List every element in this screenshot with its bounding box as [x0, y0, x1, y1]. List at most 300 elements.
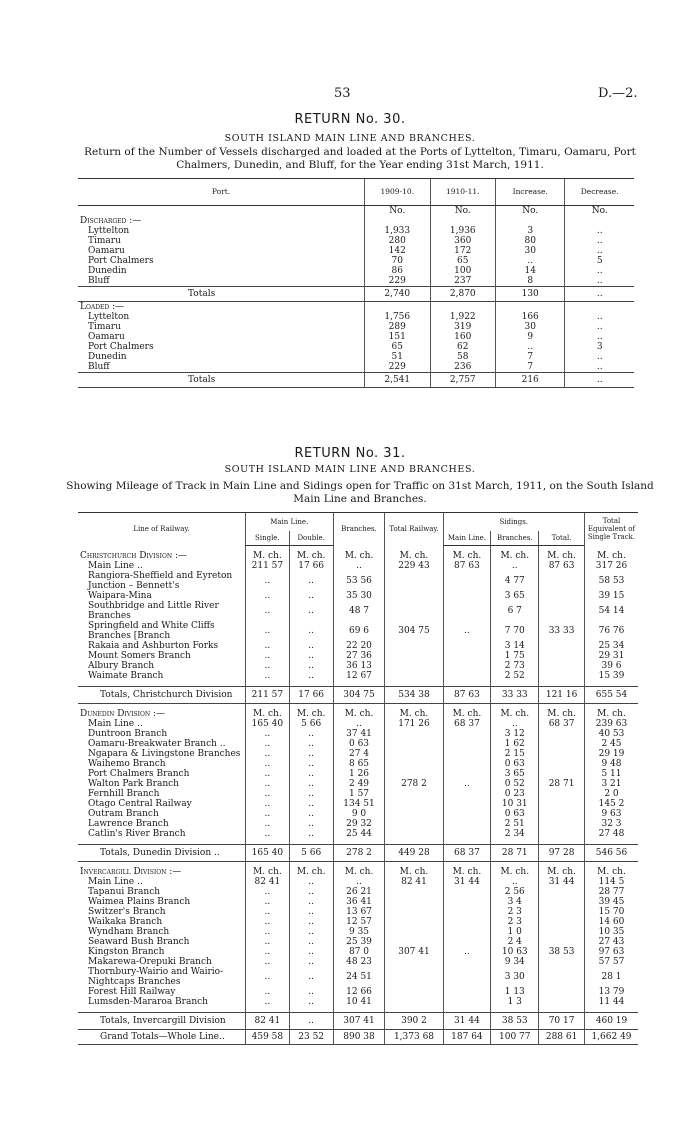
value-equiv: 14 60: [585, 917, 639, 927]
value-total: 304 75: [385, 621, 443, 641]
total-equiv: 460 19: [585, 1013, 639, 1030]
value-s-tot: [539, 739, 585, 749]
value-s-tot: [539, 651, 585, 661]
port-name: Timaru: [88, 236, 121, 246]
table-row: [78, 937, 638, 947]
value-equiv: 239 63: [585, 719, 639, 729]
value-double: ..: [289, 591, 333, 601]
value-equiv: 2 0: [585, 789, 639, 799]
header-double: Double.: [289, 531, 333, 546]
value-branches: 24 51: [333, 967, 385, 987]
line-name: Catlin's River Branch: [88, 829, 186, 839]
value-s-main: [443, 601, 491, 621]
total-s-main: 68 37: [443, 845, 491, 862]
line-name: Waipara-Mina: [88, 591, 152, 601]
value-decrease: ..: [565, 266, 634, 276]
value-s-tot: [539, 897, 585, 907]
value-s-tot: [539, 957, 585, 967]
total-increase: 216: [496, 373, 565, 388]
table-row: [78, 779, 638, 789]
value-total: [385, 749, 443, 759]
line-name: Kingston Branch: [88, 947, 165, 957]
value-total: 278 2: [385, 779, 443, 789]
total-branches: 307 41: [333, 1013, 385, 1030]
value-s-tot: 38 53: [539, 947, 585, 957]
table-row: [78, 236, 634, 246]
document-reference: D.—2.: [598, 86, 638, 101]
value-branches: 13 67: [333, 907, 385, 917]
grand-totals-label: Grand Totals—Whole Line..: [78, 1030, 245, 1045]
units-row: [78, 206, 634, 217]
table-row: [78, 809, 638, 819]
value-single: ..: [245, 987, 289, 997]
return-30-title: RETURN No. 30.: [294, 112, 406, 127]
value-total: [385, 739, 443, 749]
value-1910: 360: [430, 236, 496, 246]
value-double: ..: [289, 749, 333, 759]
value-total: 82 41: [385, 877, 443, 887]
line-name: Waihemo Branch: [88, 759, 166, 769]
total-s-br: 38 53: [491, 1013, 539, 1030]
units-cell: M. ch.: [245, 551, 289, 561]
total-double: ..: [289, 1013, 333, 1030]
line-name: Mount Somers Branch: [88, 651, 191, 661]
total-s-br: 33 33: [491, 687, 539, 704]
value-s-main: ..: [443, 947, 491, 957]
units-cell: M. ch.: [289, 551, 333, 561]
value-total: [385, 571, 443, 591]
value-s-tot: [539, 759, 585, 769]
value-single: ..: [245, 779, 289, 789]
units-cell: M. ch.: [539, 551, 585, 561]
value-double: ..: [289, 987, 333, 997]
table-row: [78, 947, 638, 957]
table-row: [78, 917, 638, 927]
value-double: ..: [289, 927, 333, 937]
value-equiv: 27 48: [585, 829, 639, 839]
table-row: [78, 246, 634, 256]
port-name: Timaru: [88, 322, 121, 332]
value-1910: 319: [430, 322, 496, 332]
value-s-main: [443, 917, 491, 927]
value-s-br: 3 12: [491, 729, 539, 739]
value-branches: 9 35: [333, 927, 385, 937]
value-equiv: 5 11: [585, 769, 639, 779]
line-name: Port Chalmers Branch: [88, 769, 190, 779]
value-single: ..: [245, 799, 289, 809]
value-double: ..: [289, 601, 333, 621]
value-single: ..: [245, 967, 289, 987]
value-equiv: 9 63: [585, 809, 639, 819]
value-s-br: 2 73: [491, 661, 539, 671]
value-equiv: 58 53: [585, 571, 639, 591]
value-branches: 37 41: [333, 729, 385, 739]
value-total: [385, 897, 443, 907]
value-branches: 8 65: [333, 759, 385, 769]
value-total: [385, 917, 443, 927]
value-decrease: ..: [565, 362, 634, 373]
total-s-main: 31 44: [443, 1013, 491, 1030]
value-increase: 8: [496, 276, 565, 287]
header-total-equivalent: Total Equivalent of Single Track.: [585, 513, 639, 546]
value-total: [385, 729, 443, 739]
value-total: [385, 641, 443, 651]
table-row: [78, 729, 638, 739]
value-double: ..: [289, 887, 333, 897]
value-s-br: 2 3: [491, 917, 539, 927]
value-equiv: 15 39: [585, 671, 639, 681]
table-row: [78, 266, 634, 276]
value-s-tot: [539, 927, 585, 937]
value-1910: 236: [430, 362, 496, 373]
table-row: [78, 276, 634, 287]
grand-total-s-main: 187 64: [443, 1030, 491, 1045]
line-name: Ngapara & Livingstone Branches: [88, 749, 241, 759]
value-s-tot: [539, 997, 585, 1007]
value-decrease: ..: [565, 276, 634, 287]
units-blank: [78, 206, 364, 217]
value-s-main: [443, 571, 491, 591]
return-31-table: [78, 512, 638, 1045]
value-s-tot: [539, 917, 585, 927]
value-decrease: ..: [565, 226, 634, 236]
value-double: ..: [289, 819, 333, 829]
value-s-br: 2 15: [491, 749, 539, 759]
value-equiv: 15 70: [585, 907, 639, 917]
value-total: [385, 887, 443, 897]
value-branches: 12 66: [333, 987, 385, 997]
value-single: ..: [245, 927, 289, 937]
table-row: [78, 997, 638, 1007]
value-s-br: 4 77: [491, 571, 539, 591]
header-single: Single.: [245, 531, 289, 546]
value-s-br: ..: [491, 877, 539, 887]
value-s-tot: 33 33: [539, 621, 585, 641]
value-single: ..: [245, 917, 289, 927]
division-header-row: [78, 551, 638, 561]
value-1909: 289: [364, 322, 430, 332]
value-equiv: 2 45: [585, 739, 639, 749]
units-cell: M. ch.: [585, 551, 639, 561]
value-single: ..: [245, 739, 289, 749]
section-label-row: [78, 216, 634, 226]
value-s-main: [443, 907, 491, 917]
value-branches: 69 6: [333, 621, 385, 641]
table-row: [78, 877, 638, 887]
total-1910: 2,757: [430, 373, 496, 388]
total-1909: 2,740: [364, 287, 430, 302]
value-single: ..: [245, 729, 289, 739]
value-s-br: 6 7: [491, 601, 539, 621]
value-s-main: [443, 927, 491, 937]
table-row: [78, 769, 638, 779]
table-row: [78, 641, 638, 651]
value-1910: 65: [430, 256, 496, 266]
value-branches: 1 26: [333, 769, 385, 779]
value-s-br: 1 13: [491, 987, 539, 997]
units-cell: No.: [364, 206, 430, 217]
value-1909: 142: [364, 246, 430, 256]
value-single: ..: [245, 997, 289, 1007]
value-increase: 30: [496, 322, 565, 332]
total-single: 165 40: [245, 845, 289, 862]
value-s-main: [443, 897, 491, 907]
table-row: [78, 661, 638, 671]
value-1909: 86: [364, 266, 430, 276]
value-single: ..: [245, 957, 289, 967]
value-s-br: 7 70: [491, 621, 539, 641]
value-single: ..: [245, 947, 289, 957]
units-cell: M. ch.: [491, 709, 539, 719]
value-single: ..: [245, 661, 289, 671]
value-equiv: 54 14: [585, 601, 639, 621]
line-name: Oamaru-Breakwater Branch ..: [88, 739, 226, 749]
value-s-main: [443, 809, 491, 819]
value-branches: 10 41: [333, 997, 385, 1007]
value-s-tot: [539, 661, 585, 671]
value-increase: 30: [496, 246, 565, 256]
value-s-tot: [539, 829, 585, 839]
value-total: [385, 769, 443, 779]
units-cell: M. ch.: [491, 551, 539, 561]
value-s-main: 31 44: [443, 877, 491, 887]
header-sidings-main-line: Main Line.: [443, 531, 491, 546]
value-s-br: 2 52: [491, 671, 539, 681]
value-single: ..: [245, 897, 289, 907]
value-total: [385, 799, 443, 809]
line-name: Lawrence Branch: [88, 819, 169, 829]
port-name: Oamaru: [88, 246, 125, 256]
value-equiv: 28 77: [585, 887, 639, 897]
value-single: ..: [245, 671, 289, 681]
value-1909: 280: [364, 236, 430, 246]
total-s-tot: 121 16: [539, 687, 585, 704]
port-name: Dunedin: [88, 266, 127, 276]
line-name: Springfield and White Cliffs Branches [Branch: [88, 621, 215, 641]
value-total: [385, 591, 443, 601]
table-row: [78, 312, 634, 322]
value-s-main: [443, 651, 491, 661]
value-single: ..: [245, 641, 289, 651]
table-row: [78, 829, 638, 839]
value-1909: 1,933: [364, 226, 430, 236]
value-s-tot: [539, 641, 585, 651]
value-total: 307 41: [385, 947, 443, 957]
value-double: ..: [289, 967, 333, 987]
value-branches: ..: [333, 719, 385, 729]
value-single: ..: [245, 759, 289, 769]
value-double: ..: [289, 671, 333, 681]
division-totals-row: [78, 687, 638, 704]
port-name: Bluff: [88, 362, 110, 372]
value-double: ..: [289, 897, 333, 907]
value-branches: 12 67: [333, 671, 385, 681]
line-name: Rangiora-Sheffield and Eyreton Junction – Bennett's: [88, 571, 233, 591]
header-sidings: Sidings.: [443, 513, 585, 532]
value-equiv: 317 26: [585, 561, 639, 571]
value-single: ..: [245, 591, 289, 601]
value-s-tot: [539, 571, 585, 591]
value-decrease: ..: [565, 312, 634, 322]
value-1909: 151: [364, 332, 430, 342]
units-cell: No.: [430, 206, 496, 217]
value-s-tot: 28 71: [539, 779, 585, 789]
value-1909: 65: [364, 342, 430, 352]
value-total: [385, 907, 443, 917]
value-single: ..: [245, 907, 289, 917]
value-equiv: 25 34: [585, 641, 639, 651]
value-total: [385, 671, 443, 681]
blank-cell: [496, 216, 565, 226]
value-single: ..: [245, 571, 289, 591]
value-double: ..: [289, 571, 333, 591]
value-s-main: [443, 671, 491, 681]
value-total: [385, 661, 443, 671]
line-name: Main Line ..: [88, 561, 143, 571]
value-s-main: [443, 591, 491, 601]
line-name: Duntroon Branch: [88, 729, 168, 739]
table-row: [78, 332, 634, 342]
table-row: [78, 987, 638, 997]
value-single: ..: [245, 769, 289, 779]
value-1910: 160: [430, 332, 496, 342]
port-name: Port Chalmers: [88, 342, 154, 352]
value-1909: 229: [364, 276, 430, 287]
value-s-br: 0 63: [491, 809, 539, 819]
value-equiv: 145 2: [585, 799, 639, 809]
value-branches: 9 0: [333, 809, 385, 819]
line-name: Waimea Plains Branch: [88, 897, 191, 907]
value-equiv: 114 5: [585, 877, 639, 887]
value-double: ..: [289, 957, 333, 967]
units-cell: M. ch.: [585, 867, 639, 877]
section-label: Discharged :—: [80, 216, 142, 226]
value-s-main: [443, 769, 491, 779]
value-branches: 134 51: [333, 799, 385, 809]
return-31-body: [78, 546, 638, 1045]
table-row: [78, 957, 638, 967]
value-double: ..: [289, 779, 333, 789]
table-row: [78, 601, 638, 621]
header-total-railway: Total Railway.: [385, 513, 443, 546]
value-1909: 1,756: [364, 312, 430, 322]
grand-total-total: 1,373 68: [385, 1030, 443, 1045]
value-total: [385, 651, 443, 661]
units-cell: M. ch.: [245, 709, 289, 719]
value-increase: 7: [496, 352, 565, 362]
line-name: Switzer's Branch: [88, 907, 166, 917]
value-s-tot: [539, 987, 585, 997]
port-name: Lyttelton: [88, 312, 130, 322]
header-1910: 1910-11.: [430, 179, 496, 206]
header-port: Port.: [78, 179, 364, 206]
total-total: 390 2: [385, 1013, 443, 1030]
value-s-br: ..: [491, 561, 539, 571]
grand-total-double: 23 52: [289, 1030, 333, 1045]
value-s-tot: [539, 769, 585, 779]
value-decrease: 5: [565, 256, 634, 266]
value-s-tot: [539, 729, 585, 739]
grand-totals-row: [78, 1030, 638, 1045]
value-single: ..: [245, 809, 289, 819]
line-name: Makarewa-Orepuki Branch: [88, 957, 212, 967]
value-equiv: 11 44: [585, 997, 639, 1007]
value-1910: 1,936: [430, 226, 496, 236]
value-s-main: ..: [443, 621, 491, 641]
line-name: Rakaia and Ashburton Forks: [88, 641, 219, 651]
value-branches: 36 41: [333, 897, 385, 907]
value-double: ..: [289, 947, 333, 957]
page-number: 53: [334, 86, 351, 101]
value-s-br: 1 0: [491, 927, 539, 937]
value-increase: 9: [496, 332, 565, 342]
value-branches: 0 63: [333, 739, 385, 749]
value-s-br: 3 14: [491, 641, 539, 651]
division-totals-label: Totals, Christchurch Division: [78, 687, 245, 704]
units-cell: M. ch.: [289, 867, 333, 877]
value-double: ..: [289, 789, 333, 799]
line-name: Forest Hill Railway: [88, 987, 176, 997]
value-s-br: 3 65: [491, 769, 539, 779]
value-s-br: 2 51: [491, 819, 539, 829]
value-equiv: 13 79: [585, 987, 639, 997]
value-s-tot: [539, 601, 585, 621]
total-decrease: ..: [565, 373, 634, 388]
value-single: ..: [245, 749, 289, 759]
value-1910: 100: [430, 266, 496, 276]
blank-cell: [430, 216, 496, 226]
value-s-br: 9 34: [491, 957, 539, 967]
total-decrease: ..: [565, 287, 634, 302]
return-30-description: Return of the Number of Vessels discharged and loaded at the Ports of Lyttelton, Timaru, Oamaru, Port Chalmers, Dunedin, and Bluff, for the Year ending 31st March, 1911.: [84, 146, 636, 171]
section-label-row: [78, 302, 634, 313]
value-branches: 48 23: [333, 957, 385, 967]
units-cell: M. ch.: [289, 709, 333, 719]
units-cell: M. ch.: [385, 551, 443, 561]
total-s-tot: 97 28: [539, 845, 585, 862]
value-s-br: 2 56: [491, 887, 539, 897]
value-equiv: 57 57: [585, 957, 639, 967]
line-name: Southbridge and Little River Branches: [88, 601, 219, 621]
line-name: Otago Central Railway: [88, 799, 192, 809]
blank-cell: [364, 216, 430, 226]
units-cell: M. ch.: [443, 551, 491, 561]
value-s-tot: 87 63: [539, 561, 585, 571]
table-row: [78, 226, 634, 236]
value-s-tot: [539, 967, 585, 987]
units-cell: M. ch.: [443, 867, 491, 877]
value-1910: 62: [430, 342, 496, 352]
line-name: Main Line ..: [88, 719, 143, 729]
total-branches: 304 75: [333, 687, 385, 704]
header-main-line: Main Line.: [245, 513, 333, 532]
table-row: [78, 819, 638, 829]
units-cell: M. ch.: [385, 867, 443, 877]
table-row: [78, 651, 638, 661]
value-branches: 27 36: [333, 651, 385, 661]
value-s-tot: [539, 591, 585, 601]
table-row: [78, 799, 638, 809]
total-s-tot: 70 17: [539, 1013, 585, 1030]
value-branches: 48 7: [333, 601, 385, 621]
value-s-br: 3 65: [491, 591, 539, 601]
value-double: ..: [289, 907, 333, 917]
value-single: ..: [245, 601, 289, 621]
grand-total-equiv: 1,662 49: [585, 1030, 639, 1045]
value-double: 17 66: [289, 561, 333, 571]
section-label: Loaded :—: [80, 302, 125, 312]
port-name: Lyttelton: [88, 226, 130, 236]
